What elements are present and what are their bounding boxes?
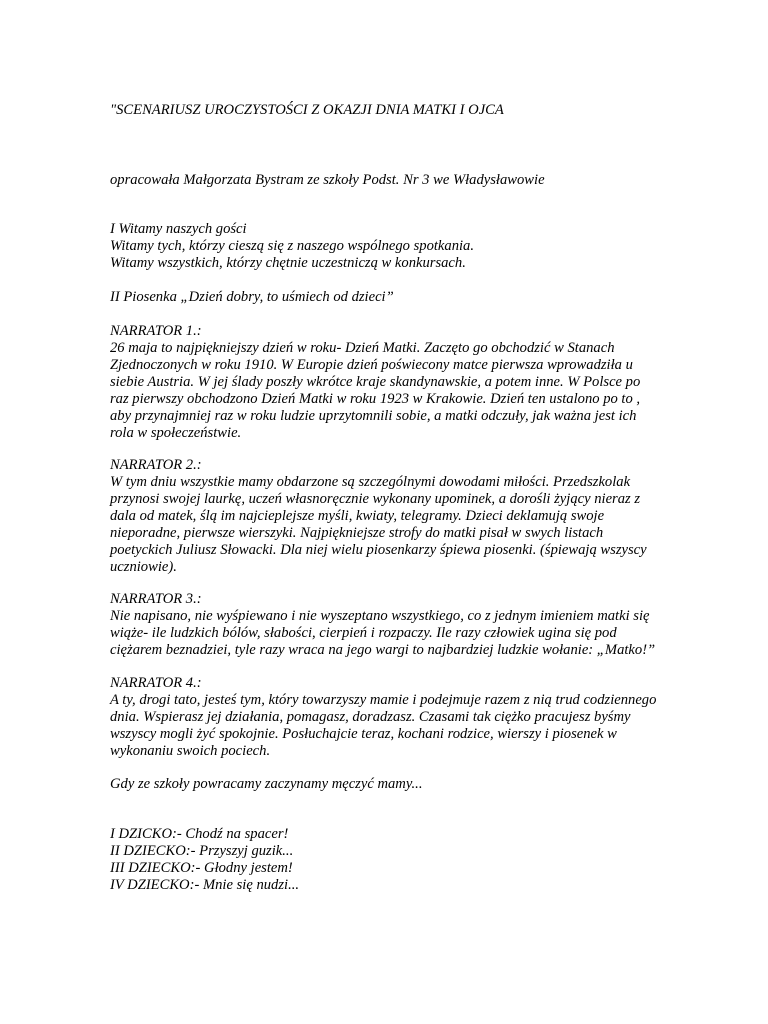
narrator-1-line: rola w społeczeństwie.	[110, 425, 242, 441]
narrator-1-line: Zjednoczonych w roku 1910. W Europie dzień poświecony matce pierwsza wprowadziła u	[110, 357, 633, 373]
kid-line: II DZIECKO:- Przyszyj guzik...	[110, 843, 294, 859]
greeting-section	[110, 221, 710, 272]
narrator-2-line: nieporadne, pierwsze wierszyki. Najpiękniejsze strofy do matki pisał w swych listach	[110, 525, 604, 541]
narrator-1-line: siebie Austria. W jej ślady poszły wkrótce kraje skandynawskie, a potem inne. W Polsce po	[110, 374, 641, 390]
kid-line: IV DZIECKO:- Mnie się nudzi...	[110, 877, 300, 893]
narrator-4-line: wykonaniu swoich pociech.	[110, 743, 271, 759]
narrator-4-label: NARRATOR 4.:	[110, 675, 202, 691]
narrator-4-line: A ty, drogi tato, jesteś tym, który towarzyszy mamie i podejmuje razem z nią trud codziennego	[110, 692, 657, 708]
author-text: opracowała Małgorzata Bystram ze szkoły Podst. Nr 3 we Władysławowie	[110, 172, 545, 188]
narrator-3-label: NARRATOR 3.:	[110, 591, 202, 607]
song-section	[110, 289, 710, 306]
author-line	[110, 172, 710, 189]
narrator-1-line: aby przynajmniej raz w roku ludzie uprzytomnili sobie, a matki odczuły, jak ważna jest ich	[110, 408, 637, 424]
narrator-1-line: 26 maja to najpiękniejszy dzień w roku- Dzień Matki. Zaczęto go obchodzić w Stanach	[110, 340, 615, 356]
song-line: II Piosenka „Dzień dobry, to uśmiech od dzieci”	[110, 289, 394, 305]
narrator-2-label: NARRATOR 2.:	[110, 457, 202, 473]
narrator-3-line: Nie napisano, nie wyśpiewano i nie wyszeptano wszystkiego, co z jednym imieniem matki się	[110, 608, 650, 624]
narrator-2-section	[110, 457, 710, 576]
narrator-1-label: NARRATOR 1.:	[110, 323, 202, 339]
narrator-2-line: uczniowie).	[110, 559, 177, 575]
narrator-1-line: raz pierwszy obchodzono Dzień Matki w roku 1923 w Krakowie. Dzień ten ustalono po to ,	[110, 391, 641, 407]
kids-dialogue-section	[110, 826, 710, 894]
narrator-2-line: poetyckich Juliusz Słowacki. Dla niej wielu piosenkarzy śpiewa piosenki. (śpiewają wszyscy	[110, 542, 647, 558]
title-text: "SCENARIUSZ UROCZYSTOŚCI Z OKAZJI DNIA MATKI I OJCA	[110, 102, 504, 118]
narrator-4-section	[110, 675, 710, 760]
kid-line: I DZICKO:- Chodź na spacer!	[110, 826, 289, 842]
greeting-line: I Witamy naszych gości	[110, 221, 247, 237]
narrator-4-line: dnia. Wspierasz jej działania, pomagasz, doradzasz. Czasami tak ciężko pracujesz byśmy	[110, 709, 631, 725]
narrator-2-line: W tym dniu wszystkie mamy obdarzone są szczególnymi dowodami miłości. Przedszkolak	[110, 474, 631, 490]
intro-section	[110, 776, 710, 793]
narrator-2-line: dala od matek, ślą im najcieplejsze myśli, kwiaty, telegramy. Dzieci deklamują swoje	[110, 508, 605, 524]
greeting-line: Witamy wszystkich, którzy chętnie uczestniczą w konkursach.	[110, 255, 466, 271]
narrator-1-section	[110, 323, 710, 442]
narrator-4-line: wszyscy mogli żyć spokojnie. Posłuchajcie teraz, kochani rodzice, wierszy i piosenek w	[110, 726, 617, 742]
document-title	[110, 102, 710, 119]
narrator-3-section	[110, 591, 710, 659]
narrator-2-line: przynosi swojej laurkę, uczeń własnoręcznie wykonany upominek, a dorośli żyjący nieraz z	[110, 491, 641, 507]
narrator-3-line: wiąże- ile ludzkich bólów, słabości, cierpień i rozpaczy. Ile razy człowiek ugina się pod	[110, 625, 617, 641]
greeting-line: Witamy tych, którzy cieszą się z naszego wspólnego spotkania.	[110, 238, 474, 254]
narrator-3-line: ciężarem beznadziei, tyle razy wraca na jego wargi to najbardziej ludzkie wołanie: „Matko!”	[110, 642, 656, 658]
kid-line: III DZIECKO:- Głodny jestem!	[110, 860, 293, 876]
intro-line: Gdy ze szkoły powracamy zaczynamy męczyć mamy...	[110, 776, 423, 792]
